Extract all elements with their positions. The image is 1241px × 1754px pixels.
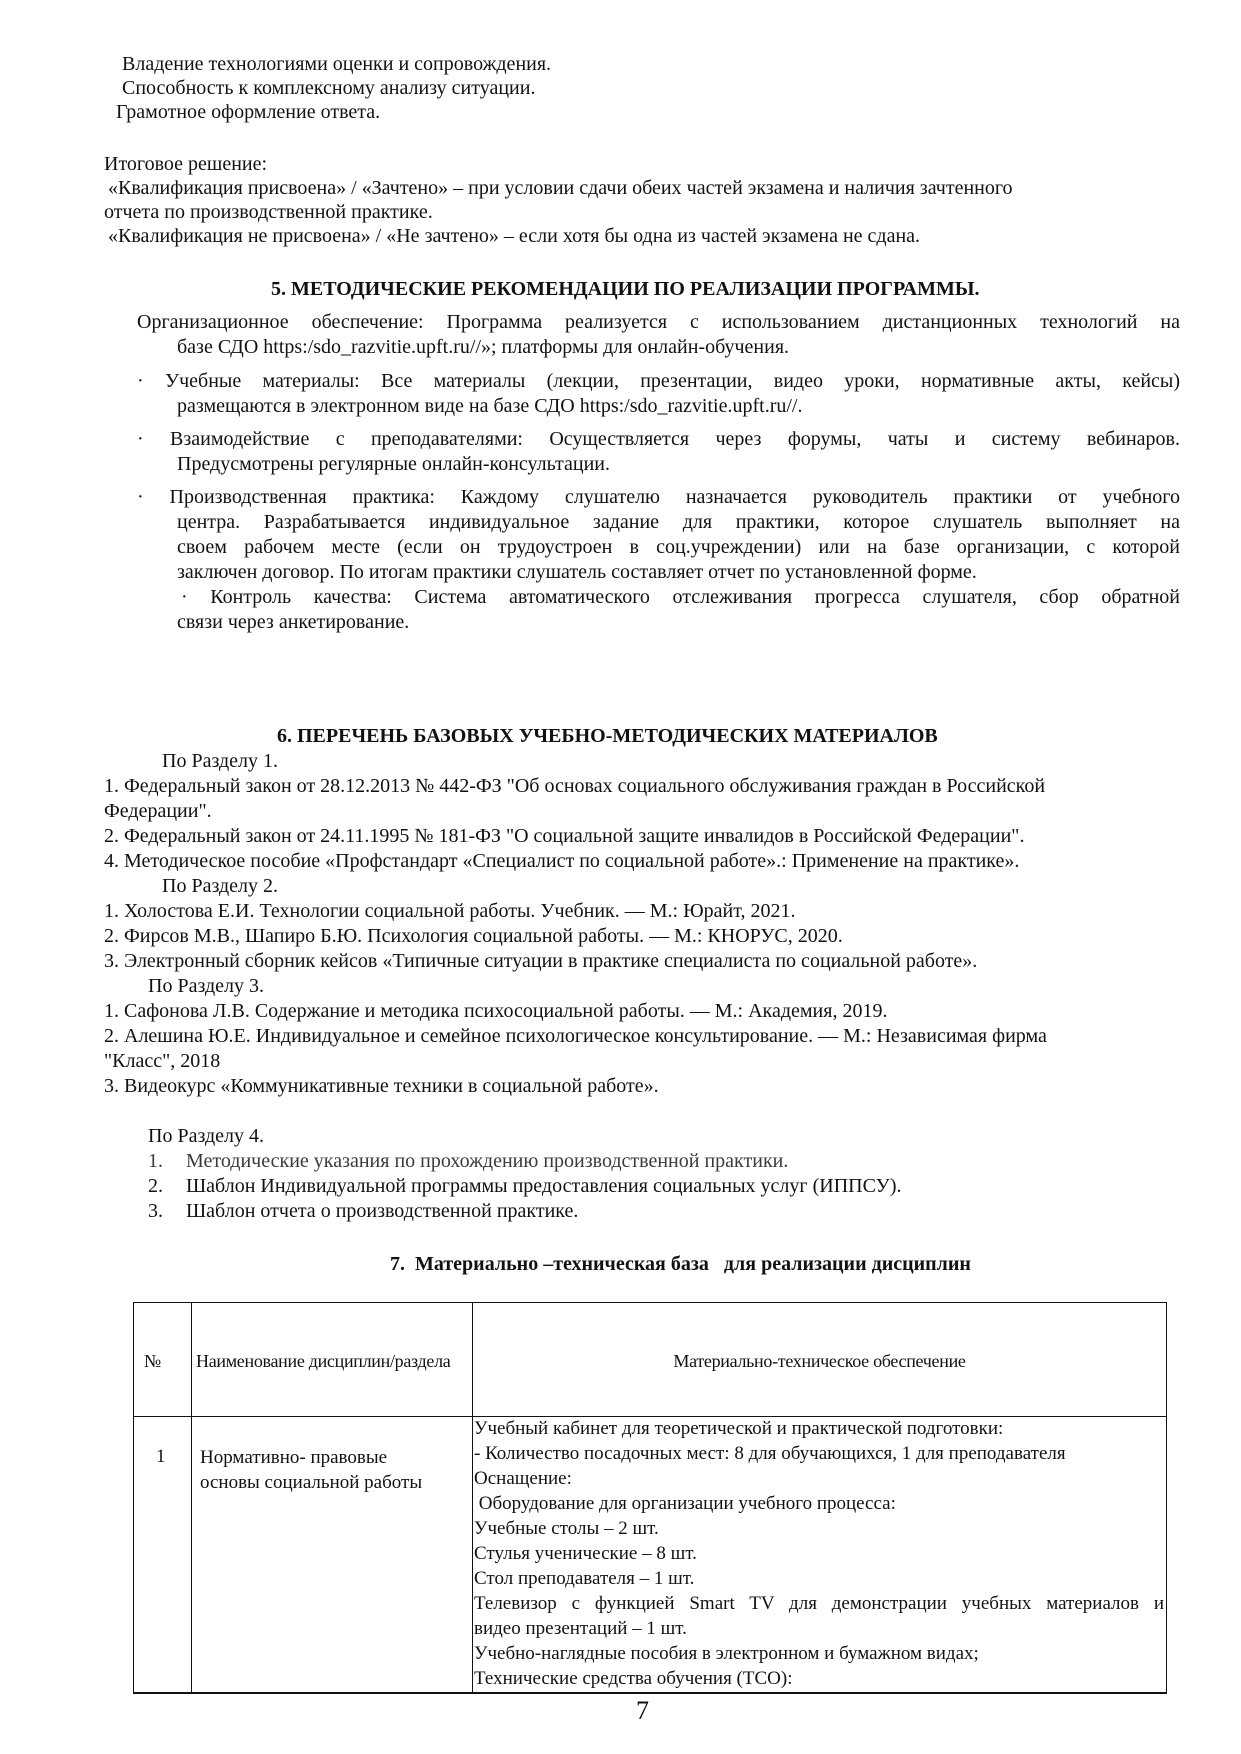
- materials-text-cont: размещаются в электронном виде на базе СДО https:/sdo_razvitie.upft.ru//.: [177, 395, 803, 417]
- practice-text-cont: заключен договор. По итогам практики слушатель составляет отчет по установленной форме.: [177, 561, 977, 583]
- reference-item: 1. Холостова Е.И. Технологии социальной работы. Учебник. — М.: Юрайт, 2021.: [104, 900, 796, 922]
- equipment-line: Стулья ученические – 8 шт.: [474, 1543, 697, 1564]
- table-row-discipline: основы социальной работы: [200, 1472, 423, 1493]
- equipment-line: Оснащение:: [474, 1468, 572, 1489]
- quality-control-text-cont: связи через анкетирование.: [177, 611, 410, 633]
- reference-item-cont: Федерации".: [104, 800, 212, 822]
- reference-item: 3. Электронный сборник кейсов «Типичные ситуации в практике специалиста по социальной работе».: [104, 950, 978, 972]
- part-4-item-number: 2.: [148, 1175, 163, 1197]
- org-support-text: Организационное обеспечение: Программа реализуется с использованием дистанционных технологий на: [137, 311, 1180, 333]
- equipment-line: видео презентаций – 1 шт.: [474, 1618, 687, 1639]
- part-4-item-number: 3.: [148, 1200, 163, 1222]
- equipment-line: Учебный кабинет для теоретической и практической подготовки:: [474, 1418, 1004, 1439]
- equipment-line: Технические средства обучения (ТСО):: [474, 1668, 793, 1689]
- table-border-bottom: [133, 1692, 1167, 1694]
- part-1-label: По Разделу 1.: [162, 750, 279, 772]
- quality-control-text: · Контроль качества: Система автоматического отслеживания прогресса слушателя, сбор обратной: [181, 586, 1180, 608]
- equipment-line: Стол преподавателя – 1 шт.: [474, 1568, 695, 1589]
- equipment-line: Оборудование для организации учебного процесса:: [474, 1493, 896, 1514]
- final-decision-label: Итоговое решение:: [104, 153, 268, 175]
- reference-item: 2. Фирсов М.В., Шапиро Б.Ю. Психология социальной работы. — М.: КНОРУС, 2020.: [104, 925, 843, 947]
- reference-item: 2. Алешина Ю.Е. Индивидуальное и семейное психологическое консультирование. — М.: Независимая фирма: [104, 1025, 1047, 1047]
- part-4-item-text: Методические указания по прохождению производственной практики.: [186, 1150, 789, 1172]
- part-4-label: По Разделу 4.: [148, 1125, 265, 1147]
- table-row-discipline: Нормативно- правовые: [200, 1447, 388, 1468]
- table-border-left: [133, 1302, 134, 1693]
- criteria-line: Грамотное оформление ответа.: [116, 101, 381, 123]
- final-decision-failed: «Квалификация не присвоена» / «Не зачтено» – если хотя бы одна из частей экзамена не сдана.: [108, 225, 921, 247]
- section-7-heading: 7. Материально –техническая база для реализации дисциплин: [390, 1253, 971, 1275]
- final-decision-passed: «Квалификация присвоена» / «Зачтено» – при условии сдачи обеих частей экзамена и наличия зачтенного: [108, 177, 1013, 199]
- equipment-line: Учебно-наглядные пособия в электронном и бумажном видах;: [474, 1643, 979, 1664]
- table-border-top: [133, 1302, 1167, 1303]
- table-header-equipment: Материально-техническое обеспечение: [673, 1351, 966, 1371]
- section-5-heading: 5. МЕТОДИЧЕСКИЕ РЕКОМЕНДАЦИИ ПО РЕАЛИЗАЦИИ ПРОГРАММЫ.: [271, 278, 980, 300]
- criteria-line: Способность к комплексному анализу ситуации.: [122, 77, 536, 99]
- reference-item-cont: "Класс", 2018: [104, 1050, 221, 1072]
- reference-item: 4. Методическое пособие «Профстандарт «Специалист по социальной работе».: Применение на практике».: [104, 850, 1020, 872]
- table-header-number: №: [144, 1351, 161, 1371]
- reference-item: 3. Видеокурс «Коммуникативные техники в социальной работе».: [104, 1075, 659, 1097]
- reference-item: 1. Сафонова Л.В. Содержание и методика психосоциальной работы. — М.: Академия, 2019.: [104, 1000, 888, 1022]
- page-number: 7: [636, 1696, 649, 1725]
- materials-text: · Учебные материалы: Все материалы (лекции, презентации, видео уроки, нормативные акты, кейсы): [137, 370, 1180, 392]
- equipment-line: Учебные столы – 2 шт.: [474, 1518, 659, 1539]
- reference-item: 1. Федеральный закон от 28.12.2013 № 442-ФЗ "Об основах социального обслуживания граждан в Российской: [104, 775, 1046, 797]
- practice-text-cont: своем рабочем месте (если он трудоустроен в соц.учреждении) или на базе организации, с которой: [177, 536, 1180, 558]
- equipment-line: - Количество посадочных мест: 8 для обучающихся, 1 для преподавателя: [474, 1443, 1066, 1464]
- equipment-line: Телевизор с функцией Smart TV для демонстрации учебных материалов и: [474, 1593, 1164, 1614]
- part-2-label: По Разделу 2.: [162, 875, 279, 897]
- part-3-label: По Разделу 3.: [148, 975, 265, 997]
- part-4-item-text: Шаблон Индивидуальной программы предоставления социальных услуг (ИППСУ).: [186, 1175, 902, 1197]
- section-6-heading: 6. ПЕРЕЧЕНЬ БАЗОВЫХ УЧЕБНО-МЕТОДИЧЕСКИХ МАТЕРИАЛОВ: [277, 725, 938, 747]
- table-border-right: [1166, 1302, 1167, 1693]
- interaction-text: · Взаимодействие с преподавателями: Осуществляется через форумы, чаты и систему вебинаров.: [137, 428, 1180, 450]
- org-support-text-cont: базе СДО https:/sdo_razvitie.upft.ru//»; платформы для онлайн-обучения.: [177, 336, 790, 358]
- criteria-line: Владение технологиями оценки и сопровождения.: [122, 53, 552, 75]
- practice-text: · Производственная практика: Каждому слушателю назначается руководитель практики от учебного: [137, 486, 1180, 508]
- reference-item: 2. Федеральный закон от 24.11.1995 № 181-ФЗ "О социальной защите инвалидов в Российской Федерации".: [104, 825, 1025, 847]
- table-col-divider: [191, 1302, 192, 1693]
- part-4-item-number: 1.: [148, 1150, 163, 1172]
- practice-text-cont: центра. Разрабатывается индивидуальное задание для практики, которое слушатель выполняет на: [177, 511, 1180, 533]
- table-row-number: 1: [156, 1446, 166, 1467]
- table-header-discipline: Наименование дисциплин/раздела: [196, 1351, 451, 1371]
- final-decision-passed-cont: отчета по производственной практике.: [104, 201, 433, 223]
- part-4-item-text: Шаблон отчета о производственной практике.: [186, 1200, 579, 1222]
- interaction-text-cont: Предусмотрены регулярные онлайн-консультации.: [177, 453, 610, 475]
